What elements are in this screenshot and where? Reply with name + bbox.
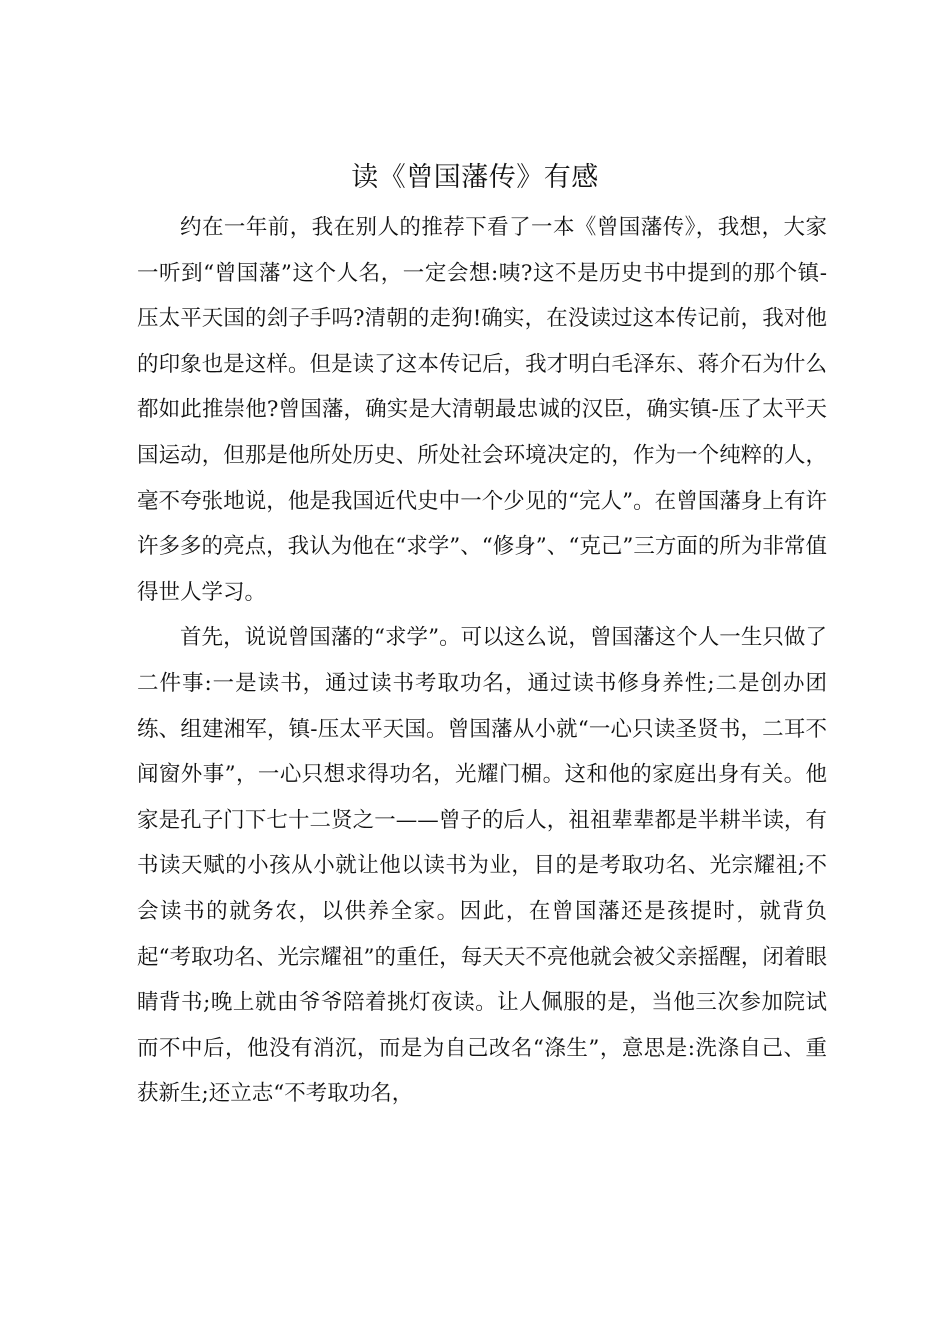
document-title: 读《曾国藩传》有感	[351, 162, 599, 193]
paragraph-study: 首先，说说曾国藩的“求学”。可以这么说，曾国藩这个人一生只做了二件事:一是读书，通过读书考取功名，通过读书修身养性;二是创办团练、组建湘军，镇-压太平天国。曾国藩从小就“一心只读圣贤书，二耳不闻窗外事”，一心只想求得功名，光耀门楣。这和他的家庭出身有关。他家是孔子门下七十二贤之一——曾子的后人，祖祖辈辈都是半耕半读，有书读天赋的小孩从小就让他以读书为业，目的是考取功名、光宗耀祖;不会读书的就务农，以供养全家。因此，在曾国藩还是孩提时，就背负起“考取功名、光宗耀祖”的重任，每天天不亮他就会被父亲摇醒，闭着眼睛背书;晚上就由爷爷陪着挑灯夜读。让人佩服的是，当他三次参加院试而不中后，他没有消沉，而是为自己改名“涤生”，意思是:洗涤自己、重获新生;还立志“不考取功名，	[137, 625, 827, 1107]
paragraph-intro: 约在一年前，我在别人的推荐下看了一本《曾国藩传》，我想，大家一听到“曾国藩”这个人名，一定会想:咦?这不是历史书中提到的那个镇-压太平天国的刽子手吗?清朝的走狗!确实，在没读过这本传记前，我对他的印象也是这样。但是读了这本传记后，我才明白毛泽东、蒋介石为什么都如此推崇他?曾国藩，确实是大清朝最忠诚的汉臣，确实镇-压了太平天国运动，但那是他所处历史、所处社会环境决定的，作为一个纯粹的人，毫不夸张地说，他是我国近代史中一个少见的“完人”。在曾国藩身上有许许多多的亮点，我认为他在“求学”、“修身”、“克己”三方面的所为非常值得世人学习。	[137, 215, 827, 605]
document-body	[137, 205, 827, 1117]
